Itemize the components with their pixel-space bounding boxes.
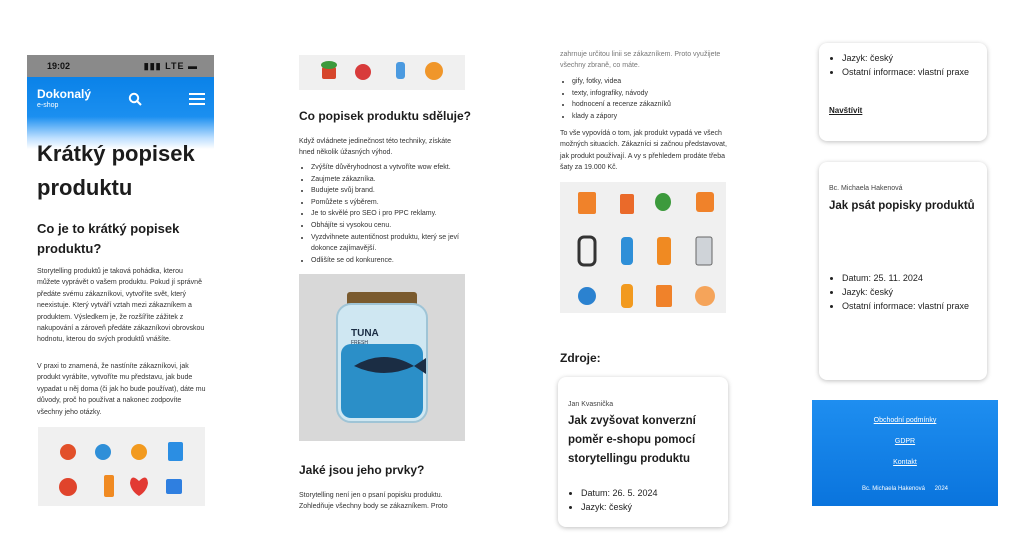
product-icons-grid-image <box>560 182 726 313</box>
mobile-screen-3 <box>552 51 736 512</box>
card-language: • Jazyk: český <box>581 500 731 514</box>
card-meta <box>568 486 731 514</box>
menu-icon[interactable] <box>189 93 205 105</box>
outro-text: Storytelling není jen o psaní popisku produktu. Zohledňuje všechny body se zákazníkem. Proto <box>299 492 448 511</box>
battery-icon: ▬ <box>188 61 198 71</box>
mobile-screen-2 <box>291 55 473 511</box>
card-title: Jak psát popisky produktů <box>829 200 975 212</box>
card-author: Jan Kvasnička <box>568 401 614 408</box>
status-time: 19:02 <box>47 61 71 71</box>
product-icons-illustration <box>38 427 205 506</box>
source-card-1 <box>819 43 987 141</box>
benefits-list <box>299 162 471 266</box>
paragraph-1: Storytelling produktů je taková pohádka, kterou můžete vyprávět o vašem produktu. Pokud jí správně předáte svému zákazníkovi, vytvoříte svět, který neexistuje. Který vytváří vztah mezi zákazníkem a produktem. Výsledkem je, že rozšíříte zážitek z nakupování a zároveň předáte zákazníkovi obrovskou hodnotu, kterou do svých produktů vnášíte. <box>37 268 205 344</box>
tuna-jar-image <box>299 274 465 441</box>
card-meta <box>829 271 997 313</box>
list-item: • Zvýšíte důvěryhodnost a vytvoříte wow efekt. <box>311 162 471 174</box>
list-item: • Odlišíte se od konkurence. <box>311 255 471 267</box>
list-item: • klady a zápory <box>572 111 732 123</box>
list-item: • Pomůžete s výběrem. <box>311 197 471 209</box>
logo-main: Dokonalý <box>37 87 92 101</box>
jar-sublabel: FRESH <box>351 340 368 346</box>
footer-link-gdpr[interactable]: GDPR <box>894 438 916 445</box>
footer-credits <box>812 486 998 492</box>
card-other-info: • Ostatní informace: vlastní praxe <box>842 299 997 313</box>
intro-text: Když ovládnete jedinečnost této techniky, získáte hned několik úžasných výhod. <box>299 138 452 157</box>
logo-sub: e-shop <box>37 102 59 109</box>
footer-link-contact[interactable]: Kontakt <box>893 459 917 466</box>
status-network: LTE <box>165 61 185 71</box>
list-item: • Budujete svůj brand. <box>311 185 471 197</box>
tuna-jar-illustration <box>299 274 465 441</box>
status-bar <box>27 55 214 77</box>
search-icon[interactable] <box>128 92 142 106</box>
status-signal <box>144 61 198 72</box>
list-item: • gify, fotky, videa <box>572 76 732 88</box>
list-item: • Je to skvělé pro SEO i pro PPC reklamy. <box>311 208 471 220</box>
product-icons-grid-illustration <box>560 182 726 313</box>
summary-text: To vše vypovídá o tom, jak produkt vypadá ve všech možných situacích. Zákazníci si začnou představovat, jak produkt používají. A vy s přehledem prodáte třeba šaty za 19.000 Kč. <box>560 130 727 172</box>
card-date: • Datum: 26. 5. 2024 <box>581 486 731 500</box>
list-item: • Vyzdvihnete autentičnost produktu, který se jeví dokonce zajímavější. <box>311 232 471 255</box>
product-icons-illustration <box>299 55 465 90</box>
list-item: • Obhájíte si vysokou cenu. <box>311 220 471 232</box>
product-icons-image-top <box>299 55 465 90</box>
site-logo[interactable] <box>37 89 91 111</box>
list-item: • hodnocení a recenze zákazníků <box>572 99 732 111</box>
site-footer <box>812 400 998 506</box>
paragraph-2: V praxi to znamená, že nastíníte zákazníkovi, jak produkt vyrábíte, vytvoříte mu představu, jak bude vypadat u něj doma (či jak ho bude používat), dáte mu důvody, proč ho používat a nakonec zodpovíte všechny jeho otázky. <box>37 363 206 416</box>
list-item: • texty, infografiky, návody <box>572 88 732 100</box>
continued-text: zahrnuje určitou linii se zákazníkem. Proto využijete všechny zbraně, co máte. <box>560 51 721 70</box>
card-other-info: • Ostatní informace: vlastní praxe <box>842 65 992 79</box>
source-card <box>558 377 728 527</box>
visit-link[interactable]: Navštívit <box>829 106 863 115</box>
mobile-screen-4 <box>812 55 998 506</box>
list-item: • Zaujmete zákazníka. <box>311 174 471 186</box>
mobile-screen-1 <box>27 55 214 506</box>
sources-heading: Zdroje: <box>560 351 601 365</box>
jar-label: TUNA <box>351 328 379 339</box>
card-date: • Datum: 25. 11. 2024 <box>842 271 997 285</box>
elements-list <box>560 76 732 122</box>
source-card-2 <box>819 162 987 380</box>
product-icons-image <box>38 427 205 506</box>
card-meta <box>829 51 992 79</box>
card-author: Bc. Michaela Hakenová <box>829 185 903 192</box>
card-title: Jak zvyšovat konverzní poměr e-shopu pomocí storytellingu produktu <box>568 415 696 465</box>
footer-year: 2024 <box>934 486 949 492</box>
card-language: • Jazyk: český <box>842 51 992 65</box>
section-heading: Co je to krátký popisek produktu? <box>37 221 180 256</box>
page-title: Krátký popisek produktu <box>37 141 195 200</box>
card-language: • Jazyk: český <box>842 285 997 299</box>
footer-link-terms[interactable]: Obchodní podmínky <box>873 417 937 424</box>
footer-author: Bc. Michaela Hakenová <box>861 486 925 492</box>
heading-what-it-says: Co popisek produktu sděluje? <box>299 109 472 123</box>
heading-elements: Jaké jsou jeho prvky? <box>299 463 425 477</box>
signal-icon: ▮▮▮ <box>143 61 162 71</box>
